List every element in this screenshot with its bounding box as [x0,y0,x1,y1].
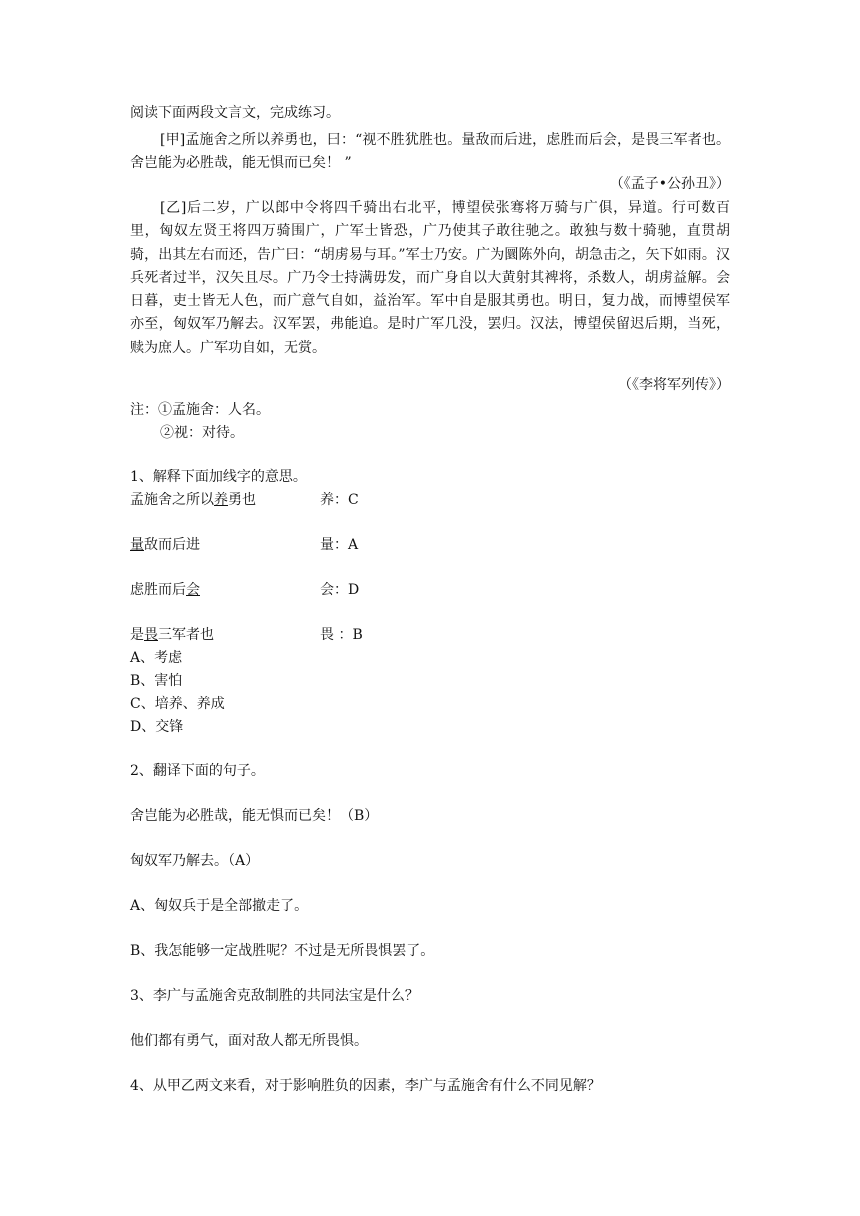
q1-option-d: D、交锋 [130,719,184,735]
q1-item-4-pre: 是 [130,627,144,643]
q1-item-2-answer: 量：A [320,537,359,553]
note-2: ②视：对待。 [160,425,244,441]
note-1: 注：①孟施舍：人名。 [130,402,270,418]
q1-item-1-underlined: 养 [214,492,228,508]
q1-option-c: C、培养、养成 [130,696,225,712]
question-4-title: 4、从甲乙两文来看，对于影响胜负的因素，李广与孟施舍有什么不同见解？ [130,1078,601,1094]
q1-item-1 [130,492,256,508]
q1-item-2 [130,537,200,553]
passage-b-source: （《李将军列传》） [618,377,730,393]
q1-item-4-answer: 畏 ：B [320,627,363,643]
question-2-title: 2、翻译下面的句子。 [130,763,265,779]
q1-item-4 [130,627,214,643]
q1-item-3-underlined: 会 [186,582,200,598]
q1-item-3 [130,582,200,598]
q1-item-3-answer: 会：D [320,582,360,598]
intro-text: 阅读下面两段文言文，完成练习。 [130,105,340,121]
q1-item-4-underlined: 畏 [144,627,158,643]
question-1-title: 1、解释下面加线字的意思。 [130,469,307,485]
q1-option-b: B、害怕 [130,673,183,689]
q1-item-2-underlined: 量 [130,537,144,553]
q2-sentence-1: 舍岂能为必胜哉，能无惧而已矣！（B） [130,808,379,824]
q2-answer-b: B、我怎能够一定战胜呢？不过是无所畏惧罢了。 [130,943,435,959]
q1-option-a: A、考虑 [130,650,183,666]
passage-a-text: [甲]孟施舍之所以养勇也，曰：“视不胜犹胜也。量敌而后进，虑胜而后会，是畏三军者也。舍岂能为必胜哉，能无惧而已矣！ ” [130,132,730,172]
q1-item-1-pre: 孟施舍之所以 [130,492,214,508]
q2-answer-a: A、匈奴兵于是全部撤走了。 [130,898,309,914]
question-3-title: 3、李广与孟施舍克敌制胜的共同法宝是什么？ [130,988,419,1004]
q1-item-3-pre: 虑胜而后 [130,582,186,598]
passage-b-text: [乙]后二岁，广以郎中令将四千骑出右北平，博望侯张骞将万骑与广俱，异道。行可数百里，匈奴左贤王将四万骑围广，广军士皆恐，广乃使其子敢往驰之。敢独与数十骑驰，直贯胡骑，出其左右而还，告广曰：“胡虏易与耳。”军士乃安。广为圜陈外向，胡急击之，矢下如雨。汉兵死者过半，汉矢且尽。广乃令士持满毋发，而广身自以大黄射其裨将，杀数人，胡虏益解。会日暮，吏士皆无人色，而广意气自如，益治军。军中自是服其勇也。明日，复力战，而博望侯军亦至，匈奴军乃解去。汉军罢，弗能追。是时广军几没，罢归。汉法，博望侯留迟后期，当死，赎为庶人。广军功自如，无赏。 [130,200,730,356]
q2-sentence-2: 匈奴军乃解去。（A） [130,853,260,869]
q1-item-2-post: 敌而后进 [144,537,200,553]
q1-item-4-post: 三军者也 [158,627,214,643]
q3-answer: 他们都有勇气，面对敌人都无所畏惧。 [130,1033,368,1049]
q1-item-1-answer: 养：C [320,492,359,508]
passage-a-source: （《孟子•公孙丑》） [609,176,730,192]
q1-item-1-post: 勇也 [228,492,256,508]
